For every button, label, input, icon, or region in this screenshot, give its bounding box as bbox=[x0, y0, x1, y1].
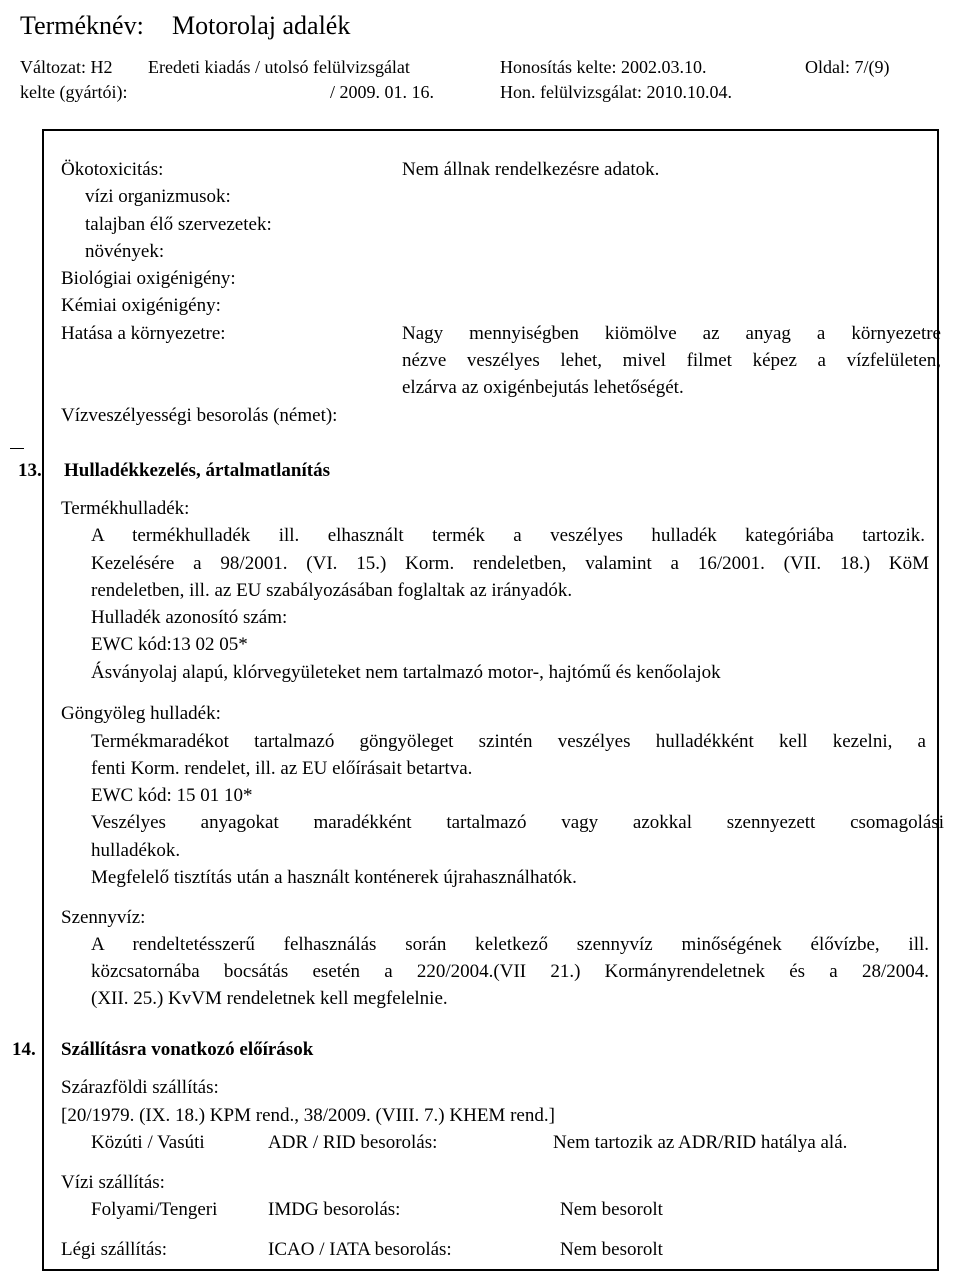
product-label: Terméknév: bbox=[20, 11, 144, 40]
adr-rid-classification-label: ADR / RID besorolás: bbox=[268, 1132, 438, 1153]
product-waste-line: rendeletben, ill. az EU szabályozásában foglaltak az irányadók. bbox=[91, 580, 573, 601]
land-transport-reference: [20/1979. (IX. 18.) KPM rend., 38/2009. (VIII. 7.) KHEM rend.] bbox=[61, 1105, 555, 1126]
aquatic-organisms-label: vízi organizmusok: bbox=[85, 186, 231, 207]
bod-label: Biológiai oxigénigény: bbox=[61, 268, 236, 289]
imdg-classification-label: IMDG besorolás: bbox=[268, 1199, 401, 1220]
ewc-code-1: EWC kód:13 02 05* bbox=[91, 634, 248, 655]
issue-label: Eredeti kiadás / utolsó felülvizsgálat bbox=[148, 57, 410, 77]
water-hazard-class-label: Vízveszélyességi besorolás (német): bbox=[61, 405, 338, 426]
environment-effect-line: Nagy mennyiségben kiömölve az anyag a környezetre bbox=[402, 323, 941, 344]
environment-effect-line: nézve veszélyes lehet, mivel filmet képez a vízfelületen, bbox=[402, 350, 941, 371]
icao-iata-classification-value: Nem besorolt bbox=[560, 1239, 663, 1260]
container-reuse-note: Megfelelő tisztítás után a használt konténerek újrahasználhatók. bbox=[91, 867, 577, 888]
land-transport-label: Szárazföldi szállítás: bbox=[61, 1077, 219, 1098]
wastewater-line: (XII. 25.) KvVM rendeletnek kell megfelelnie. bbox=[91, 988, 448, 1009]
plants-label: növények: bbox=[85, 241, 165, 262]
ecotox-label: Ökotoxicitás: bbox=[61, 159, 164, 180]
section-13-number: 13. bbox=[18, 460, 42, 481]
road-rail-label: Közúti / Vasúti bbox=[91, 1132, 205, 1153]
ewc-code-2-description: Veszélyes anyagokat maradékként tartalmazó vagy azokkal szennyezett csomagolási bbox=[91, 812, 944, 833]
section-14-title: Szállításra vonatkozó előírások bbox=[61, 1039, 314, 1060]
wastewater-line: A rendeltetésszerű felhasználás során keletkező szennyvíz minőségének élővízbe, ill. bbox=[91, 934, 929, 955]
environment-effect-line: elzárva az oxigénbejutás lehetőségét. bbox=[402, 377, 684, 398]
packaging-waste-line: fenti Korm. rendelet, ill. az EU előírásait betartva. bbox=[91, 758, 473, 779]
margin-tick bbox=[10, 448, 24, 449]
water-transport-label: Vízi szállítás: bbox=[61, 1172, 165, 1193]
frame-bottom bbox=[42, 1269, 939, 1271]
product-waste-line: A termékhulladék ill. elhasznált termék a veszélyes hulladék kategóriába tartozik. bbox=[91, 525, 925, 546]
product-waste-line: Kezelésére a 98/2001. (VI. 15.) Korm. rendeletben, valamint a 16/2001. (VII. 18.) KöM bbox=[91, 553, 929, 574]
ewc-code-2: EWC kód: 15 01 10* bbox=[91, 785, 253, 806]
air-transport-label: Légi szállítás: bbox=[61, 1239, 168, 1260]
ecotox-value: Nem állnak rendelkezésre adatok. bbox=[402, 159, 660, 180]
ewc-code-1-description: Ásványolaj alapú, klórvegyületeket nem tartalmazó motor-, hajtómű és kenőolajok bbox=[91, 662, 721, 683]
version: Változat: H2 bbox=[20, 57, 113, 77]
issue-date: / 2009. 01. 16. bbox=[330, 82, 435, 102]
section-14-number: 14. bbox=[12, 1039, 36, 1060]
soil-organisms-label: talajban élő szervezetek: bbox=[85, 214, 272, 235]
wastewater-label: Szennyvíz: bbox=[61, 907, 146, 928]
waste-id-label: Hulladék azonosító szám: bbox=[91, 607, 288, 628]
frame-left bbox=[42, 129, 44, 1270]
inland-sea-label: Folyami/Tengeri bbox=[91, 1199, 218, 1220]
packaging-waste-label: Göngyöleg hulladék: bbox=[61, 703, 221, 724]
section-13-title: Hulladékkezelés, ártalmatlanítás bbox=[64, 460, 330, 481]
product-waste-label: Termékhulladék: bbox=[61, 498, 190, 519]
frame-right bbox=[937, 129, 939, 1270]
icao-iata-classification-label: ICAO / IATA besorolás: bbox=[268, 1239, 452, 1260]
cod-label: Kémiai oxigénigény: bbox=[61, 295, 221, 316]
wastewater-line: közcsatornába bocsátás esetén a 220/2004.(VII 21.) Kormányrendeletnek és a 28/2004. bbox=[91, 961, 929, 982]
environment-effect-label: Hatása a környezetre: bbox=[61, 323, 226, 344]
ewc-code-2-description: hulladékok. bbox=[91, 840, 181, 861]
frame-top bbox=[42, 129, 938, 131]
issue-label-2: kelte (gyártói): bbox=[20, 82, 128, 102]
page-number: Oldal: 7/(9) bbox=[805, 57, 890, 77]
imdg-classification-value: Nem besorolt bbox=[560, 1199, 663, 1220]
product-name: Motorolaj adalék bbox=[172, 11, 351, 40]
revision-date: Hon. felülvizsgálat: 2010.10.04. bbox=[500, 82, 732, 102]
packaging-waste-line: Termékmaradékot tartalmazó göngyöleget szintén veszélyes hulladékként kell kezelni, a bbox=[91, 731, 926, 752]
nationalisation-date: Honosítás kelte: 2002.03.10. bbox=[500, 57, 707, 77]
adr-rid-classification-value: Nem tartozik az ADR/RID hatálya alá. bbox=[553, 1132, 848, 1153]
